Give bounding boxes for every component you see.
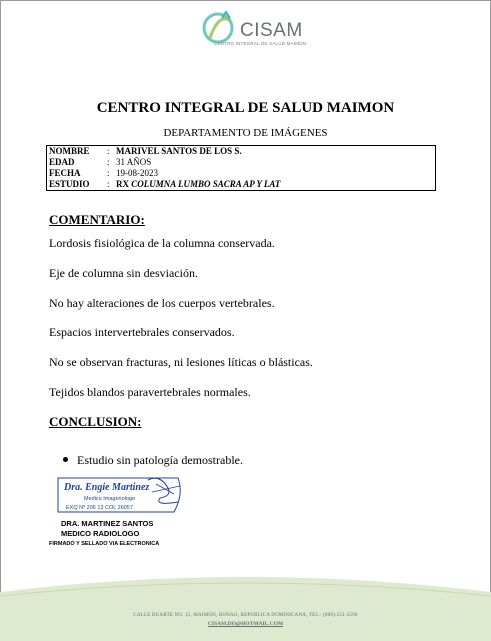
comment-line: Espacios intervertebrales conservados.: [49, 325, 235, 339]
patient-row-study: ESTUDIO : RX COLUMNA LUMBO SACRA AP Y LAT: [49, 179, 281, 189]
patient-date-value: 19-08-2023: [116, 168, 158, 178]
stamp-title: Medico Imagenologo: [84, 496, 136, 502]
footer-address: CALLE DUARTE NO. 15, MAIMÓN, BONAO, REPUBLICA DOMINICANA, TEL.: (809)-551-2596: [133, 613, 358, 618]
footer-email: CISAM.DO@HOTMAIL.COM: [207, 621, 284, 627]
patient-info-box: [46, 145, 436, 191]
department-title: DEPARTAMENTO DE IMÁGENES: [163, 127, 328, 139]
stamp-exq: EXQ Nº 206 13 COL 26057: [66, 505, 133, 511]
doctor-name: DRA. MARTINEZ SANTOS: [61, 519, 154, 528]
comment-line: No hay alteraciones de los cuerpos vertebrales.: [49, 296, 275, 310]
patient-age-value: 31 AÑOS: [116, 157, 152, 167]
comment-line: Eje de columna sin desviación.: [49, 266, 198, 280]
bullet-icon: [63, 457, 68, 462]
page-title: CENTRO INTEGRAL DE SALUD MAIMON: [96, 100, 395, 116]
comment-heading: COMENTARIO:: [49, 212, 145, 227]
logo-wordmark: CISAM: [240, 20, 303, 41]
patient-row-date: FECHA : 19-08-2023: [49, 168, 158, 178]
footer-wave: [0, 570, 491, 641]
signature-stamp: [56, 476, 186, 516]
patient-study-value: COLUMNA LUMBO SACRA AP Y LAT: [131, 179, 281, 189]
comment-line: Lordosis fisiológica de la columna conservada.: [49, 236, 275, 250]
conclusion-heading: CONCLUSION:: [49, 414, 142, 429]
logo-subtitle: CENTRO INTEGRAL DE SALUD MAIMON: [214, 41, 307, 46]
doctor-role: MEDICO RADIOLOGO: [61, 529, 140, 538]
comment-line: No se observan fracturas, ni lesiones líticas o blásticas.: [49, 355, 313, 369]
patient-name-value: MARIVEL SANTOS DE LOS S.: [116, 146, 242, 156]
signature-note: FIRMADO Y SELLADO VIA ELECTRONICA: [49, 541, 160, 547]
patient-row-age: EDAD : 31 AÑOS: [49, 157, 152, 167]
conclusion-item: Estudio sin patología demostrable.: [77, 453, 243, 467]
stamp-name: Dra. Engie Martinez: [64, 482, 150, 493]
comment-line: Tejidos blandos paravertebrales normales.: [49, 385, 251, 399]
patient-row-name: NOMBRE : MARIVEL SANTOS DE LOS S.: [49, 146, 242, 156]
